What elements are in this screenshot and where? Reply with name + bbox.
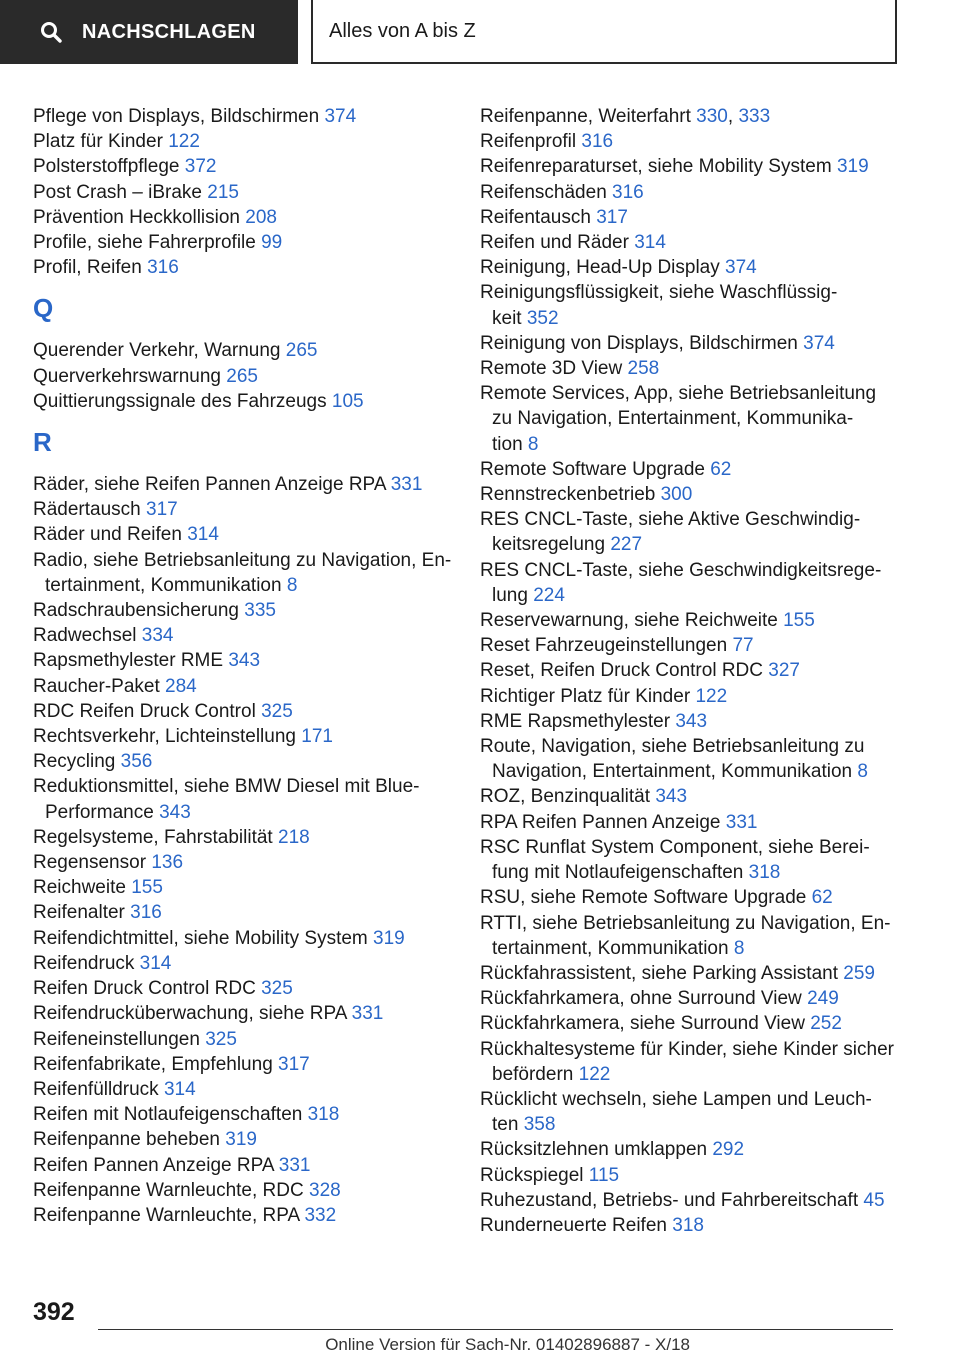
- index-entry: [33, 598, 453, 623]
- index-entry: [480, 331, 905, 356]
- index-entry: [33, 1027, 453, 1052]
- index-entry: [480, 104, 905, 129]
- section-title-tab: [311, 0, 897, 64]
- section-letter: R: [33, 427, 52, 458]
- index-entry: [33, 1178, 453, 1203]
- index-entry-text: Rechtsverkehr, Lichteinstellung: [33, 726, 296, 748]
- index-entry: [33, 774, 453, 824]
- page-link[interactable]: 8: [733, 937, 745, 959]
- index-entry-text: Reifeneinstellungen: [33, 1028, 200, 1050]
- index-entry: [33, 1127, 453, 1152]
- footer-rule: [98, 1329, 893, 1330]
- index-entry-text: Rückfahrassistent, siehe Parking Assistant: [480, 962, 839, 984]
- index-entry: [480, 356, 905, 381]
- index-entry: [33, 926, 453, 951]
- page-link[interactable]: 356: [120, 751, 153, 773]
- index-entry: [480, 482, 905, 507]
- page-link[interactable]: 155: [131, 877, 163, 899]
- index-entry: [480, 608, 905, 633]
- index-entry: [480, 280, 905, 330]
- index-entry: [480, 911, 905, 961]
- page-link[interactable]: 374: [725, 257, 757, 279]
- index-entry-text: keit: [492, 307, 522, 329]
- section-title: Alles von A bis Z: [329, 19, 476, 42]
- page-link[interactable]: 331: [351, 1003, 384, 1025]
- index-entry: [480, 835, 905, 885]
- index-entry: [33, 825, 453, 850]
- page-separator: ,: [727, 106, 734, 127]
- index-entry-text: ROZ, Benzinqualität: [480, 786, 651, 808]
- index-entry: [33, 154, 453, 179]
- index-entry-text: Reinigung von Displays, Bildschirmen: [480, 332, 798, 354]
- index-entry-text: RTTI, siehe Betriebsanleitung zu Navigation, En-: [480, 912, 891, 934]
- index-entry-text: Reinigungsflüssigkeit, siehe Waschflüssig-: [480, 282, 838, 304]
- index-entry: [480, 658, 905, 683]
- index-entry-text: Profile, siehe Fahrerprofile: [33, 232, 256, 254]
- index-entry-text: ten: [492, 1114, 519, 1136]
- index-entry: [480, 129, 905, 154]
- index-entry-text: Reifen und Räder: [480, 232, 629, 254]
- index-entry: [33, 389, 453, 414]
- page-link[interactable]: 319: [373, 927, 405, 949]
- index-entry: [480, 1037, 905, 1087]
- page-link[interactable]: 319: [836, 156, 869, 178]
- page-link[interactable]: 331: [725, 811, 758, 833]
- page-link[interactable]: 343: [675, 710, 708, 732]
- index-entry: [33, 522, 453, 547]
- page-link[interactable]: 122: [168, 131, 200, 153]
- index-entry: [480, 1137, 905, 1162]
- index-entry-text: Radschraubensicherung: [33, 600, 239, 622]
- index-entry-text: Räder und Reifen: [33, 524, 182, 546]
- page-link[interactable]: 316: [612, 181, 644, 203]
- index-entry-text: Rädertausch: [33, 499, 141, 521]
- index-entry: [33, 364, 453, 389]
- index-entry: [33, 205, 453, 230]
- index-entry: [33, 230, 453, 255]
- page-link[interactable]: 358: [523, 1114, 556, 1136]
- page-link[interactable]: 136: [151, 852, 184, 874]
- page-link[interactable]: 45: [863, 1189, 885, 1211]
- index-entry-text: Reinigung, Head-Up Display: [480, 257, 720, 279]
- index-entry-text: Reifenpanne beheben: [33, 1129, 221, 1151]
- index-entry: [33, 951, 453, 976]
- index-entry-text: Rennstreckenbetrieb: [480, 484, 656, 506]
- index-entry: [33, 875, 453, 900]
- index-entry-text: RSC Runflat System Component, siehe Berei-: [480, 836, 870, 858]
- index-entry-text: Prävention Heckkollision: [33, 206, 240, 228]
- page-link[interactable]: 300: [660, 484, 693, 506]
- index-entry: [33, 472, 453, 497]
- search-icon: [40, 21, 62, 43]
- index-entry-text: Post Crash – iBrake: [33, 181, 202, 203]
- index-entry-text: Rückhaltesysteme für Kinder, siehe Kinder sicher: [480, 1038, 894, 1060]
- index-entry-text: fung mit Notlaufeigenschaften: [492, 862, 744, 884]
- page-link[interactable]: 316: [581, 131, 614, 153]
- page-link[interactable]: 374: [324, 106, 357, 127]
- page-link[interactable]: 105: [331, 390, 364, 412]
- page-link[interactable]: 265: [285, 340, 318, 362]
- index-entry-text: RES CNCL-Taste, siehe Aktive Geschwindig-: [480, 509, 861, 531]
- index-entry: [480, 180, 905, 205]
- index-entry: [33, 850, 453, 875]
- page-link[interactable]: 331: [390, 474, 423, 496]
- index-entry-text: Regelsysteme, Fahrstabilität: [33, 826, 273, 848]
- index-entry-text: Reset Fahrzeugeinstellungen: [480, 635, 728, 657]
- index-entry: [33, 900, 453, 925]
- index-entry: [480, 961, 905, 986]
- page-link[interactable]: 317: [596, 206, 628, 228]
- index-entry: [33, 674, 453, 699]
- index-entry-text: Reifenfülldruck: [33, 1078, 159, 1100]
- index-entry: [480, 684, 905, 709]
- page-link[interactable]: 317: [146, 499, 178, 521]
- online-version-note: Online Version für Sach-Nr. 01402896887 - X/18: [325, 1335, 690, 1354]
- page-link[interactable]: 99: [261, 232, 283, 254]
- index-entry-text: Rücklicht wechseln, siehe Lampen und Leuch-: [480, 1088, 872, 1110]
- index-entry-text: Quittierungssignale des Fahrzeugs: [33, 390, 327, 412]
- index-entry-text: Pflege von Displays, Bildschirmen: [33, 106, 320, 127]
- index-entry: [480, 1163, 905, 1188]
- page-link[interactable]: 325: [261, 978, 293, 1000]
- index-entry: [33, 548, 453, 598]
- index-entry: [480, 1213, 905, 1238]
- index-entry-text: Reifenpanne, Weiterfahrt: [480, 106, 691, 127]
- page-link[interactable]: 215: [207, 181, 239, 203]
- index-entry: [33, 749, 453, 774]
- nachschlagen-tab[interactable]: [0, 0, 298, 64]
- index-entry-text: RPA Reifen Pannen Anzeige: [480, 811, 721, 833]
- index-entry: [33, 648, 453, 673]
- page-header: [0, 0, 960, 66]
- index-entry-text: Remote Software Upgrade: [480, 458, 705, 480]
- page-link[interactable]: 122: [695, 685, 728, 707]
- index-entry: [480, 154, 905, 179]
- page-link[interactable]: 343: [228, 650, 261, 672]
- index-entry-text: Route, Navigation, siehe Betriebsanleitung zu: [480, 736, 865, 758]
- page-link[interactable]: 352: [526, 307, 559, 329]
- index-entry: [33, 623, 453, 648]
- page-link[interactable]: 258: [627, 358, 660, 380]
- index-entry: [33, 1153, 453, 1178]
- index-entry-text: Reifenfabrikate, Empfehlung: [33, 1053, 273, 1075]
- index-entry: [480, 709, 905, 734]
- index-entry-text: Reifen Druck Control RDC: [33, 978, 256, 1000]
- index-entry-text: RSU, siehe Remote Software Upgrade: [480, 887, 807, 909]
- index-entry-text: Platz für Kinder: [33, 131, 163, 153]
- index-entry-text: Polsterstoffpflege: [33, 156, 180, 178]
- page-link[interactable]: 8: [527, 433, 539, 455]
- index-entry-text: keitsregelung: [492, 534, 606, 556]
- index-entry: [480, 507, 905, 557]
- index-entry: [480, 734, 905, 784]
- index-entry: [480, 1188, 905, 1213]
- page-link[interactable]: 325: [261, 700, 293, 722]
- index-entry: [480, 1011, 905, 1036]
- page-link[interactable]: 227: [610, 534, 643, 556]
- index-entry-text: Reduktionsmittel, siehe BMW Diesel mit Blue-: [33, 776, 420, 798]
- index-entry-text: Rapsmethylester RME: [33, 650, 224, 672]
- page-link[interactable]: 328: [309, 1179, 341, 1201]
- page-link[interactable]: 318: [672, 1214, 704, 1236]
- index-entry-text: lung: [492, 584, 528, 606]
- index-entry-text: Querender Verkehr, Warnung: [33, 340, 281, 362]
- page-link[interactable]: 284: [165, 675, 197, 697]
- index-entry-text: Ruhezustand, Betriebs- und Fahrbereitschaft: [480, 1189, 859, 1211]
- page-link[interactable]: 316: [147, 257, 179, 279]
- index-entry: [33, 1001, 453, 1026]
- index-entry-text: Reifen mit Notlaufeigenschaften: [33, 1104, 303, 1126]
- index-entry-text: Raucher-Paket: [33, 675, 160, 697]
- index-entry-text: Reifendruck: [33, 952, 135, 974]
- index-entry: [480, 633, 905, 658]
- index-entry: [33, 255, 453, 280]
- page-link[interactable]: 325: [205, 1028, 237, 1050]
- page-link[interactable]: 115: [588, 1164, 620, 1186]
- index-entry: [33, 497, 453, 522]
- page-link[interactable]: 333: [738, 106, 771, 127]
- index-entry-text: Navigation, Entertainment, Kommunikation: [492, 761, 853, 783]
- nachschlagen-label: NACHSCHLAGEN: [82, 20, 256, 43]
- index-entry: [33, 724, 453, 749]
- index-entry-text: Runderneuerte Reifen: [480, 1214, 667, 1236]
- index-entry-text: Rückspiegel: [480, 1164, 584, 1186]
- page-link[interactable]: 171: [301, 726, 333, 748]
- page-link[interactable]: 224: [533, 584, 565, 606]
- index-entry: [33, 1102, 453, 1127]
- page-link[interactable]: 155: [783, 610, 815, 632]
- index-entry: [33, 104, 453, 129]
- index-entry: [480, 784, 905, 809]
- page-link[interactable]: 314: [139, 952, 172, 974]
- index-entry: [33, 1203, 453, 1228]
- index-entry-text: Reichweite: [33, 877, 126, 899]
- page-link[interactable]: 62: [710, 458, 732, 480]
- index-entry-text: Räder, siehe Reifen Pannen Anzeige RPA: [33, 474, 386, 496]
- index-entry-text: RES CNCL-Taste, siehe Geschwindigkeitsrege-: [480, 559, 882, 581]
- index-entry-text: Reifenreparaturset, siehe Mobility System: [480, 156, 832, 178]
- index-column-left: [33, 104, 453, 1228]
- index-entry-text: Reifenalter: [33, 902, 125, 924]
- page-link[interactable]: 343: [159, 801, 191, 823]
- index-entry: [33, 1052, 453, 1077]
- index-entry: [33, 699, 453, 724]
- page-link[interactable]: 332: [304, 1204, 337, 1226]
- index-entry: [33, 338, 453, 363]
- index-entry-text: Reifen Pannen Anzeige RPA: [33, 1154, 274, 1176]
- index-entry-text: Reifenpanne Warnleuchte, RPA: [33, 1204, 300, 1226]
- index-entry-text: RME Rapsmethylester: [480, 710, 671, 732]
- page-number: 392: [33, 1298, 75, 1326]
- page-link[interactable]: 292: [712, 1139, 745, 1161]
- page-link[interactable]: 327: [768, 660, 800, 682]
- page-link[interactable]: 319: [225, 1129, 257, 1151]
- index-entry: [33, 1077, 453, 1102]
- index-entry-text: Regensensor: [33, 852, 147, 874]
- page-link[interactable]: 249: [807, 988, 839, 1010]
- index-entry-text: Reset, Reifen Druck Control RDC: [480, 660, 763, 682]
- page-link[interactable]: 335: [244, 600, 276, 622]
- index-entry-text: tertainment, Kommunikation: [492, 937, 729, 959]
- index-entry-text: Remote Services, App, siehe Betriebsanleitung: [480, 383, 877, 405]
- index-entry: [480, 230, 905, 255]
- page-link[interactable]: 314: [634, 232, 666, 254]
- index-entry: [33, 180, 453, 205]
- index-entry-text: Reifendichtmittel, siehe Mobility System: [33, 927, 368, 949]
- page-link[interactable]: 62: [811, 887, 833, 909]
- page-link[interactable]: 314: [163, 1078, 196, 1100]
- index-entry-text: Rückfahrkamera, ohne Surround View: [480, 988, 802, 1010]
- index-entry-text: zu Navigation, Entertainment, Kommunika-: [492, 408, 854, 430]
- index-entry-text: Reifenpanne Warnleuchte, RDC: [33, 1179, 304, 1201]
- index-entry-text: Profil, Reifen: [33, 257, 142, 279]
- page-link[interactable]: 259: [843, 962, 875, 984]
- page-link[interactable]: 331: [278, 1154, 311, 1176]
- index-entry-text: befördern: [492, 1063, 574, 1085]
- index-entry: [33, 976, 453, 1001]
- page-link[interactable]: 343: [655, 786, 688, 808]
- page-link[interactable]: 8: [286, 574, 298, 596]
- page-link[interactable]: 330: [696, 106, 728, 127]
- page-link[interactable]: 252: [810, 1013, 842, 1035]
- index-entry-text: RDC Reifen Druck Control: [33, 700, 256, 722]
- page-link[interactable]: 77: [732, 635, 754, 657]
- index-entry: [480, 810, 905, 835]
- page-link[interactable]: 317: [278, 1053, 310, 1075]
- index-entry-text: tion: [492, 433, 523, 455]
- page-link[interactable]: 372: [184, 156, 217, 178]
- index-entry-text: Reifendrucküberwachung, siehe RPA: [33, 1003, 347, 1025]
- index-entry-text: Richtiger Platz für Kinder: [480, 685, 691, 707]
- index-entry-text: Recycling: [33, 751, 116, 773]
- index-entry: [480, 986, 905, 1011]
- index-entry-text: Reservewarnung, siehe Reichweite: [480, 610, 778, 632]
- index-entry-text: Radio, siehe Betriebsanleitung zu Navigation, En-: [33, 549, 452, 571]
- page-link[interactable]: 374: [803, 332, 835, 354]
- index-entry-text: Performance: [45, 801, 154, 823]
- index-entry-text: Radwechsel: [33, 625, 137, 647]
- index-entry: [33, 129, 453, 154]
- page-link[interactable]: 334: [141, 625, 174, 647]
- index-entry: [480, 381, 905, 457]
- index-entry-text: Rücksitzlehnen umklappen: [480, 1139, 708, 1161]
- page-link[interactable]: 265: [226, 365, 258, 387]
- page-link[interactable]: 318: [748, 862, 781, 884]
- index-column-right: [480, 104, 905, 1238]
- index-entry: [480, 255, 905, 280]
- index-entry-text: Querverkehrswarnung: [33, 365, 221, 387]
- index-entry-text: Reifenschäden: [480, 181, 607, 203]
- index-entry-text: Reifenprofil: [480, 131, 577, 153]
- page-link[interactable]: 318: [307, 1104, 340, 1126]
- index-entry: [480, 457, 905, 482]
- index-entry-text: Remote 3D View: [480, 358, 623, 380]
- index-entry: [480, 205, 905, 230]
- page-link[interactable]: 122: [578, 1063, 611, 1085]
- index-entry: [480, 1087, 905, 1137]
- section-letter: Q: [33, 293, 54, 324]
- page-link[interactable]: 8: [857, 761, 868, 783]
- page-link[interactable]: 316: [130, 902, 162, 924]
- index-entry: [480, 885, 905, 910]
- page-link[interactable]: 208: [245, 206, 277, 228]
- index-entry-text: tertainment, Kommunikation: [45, 574, 282, 596]
- index-entry: [480, 558, 905, 608]
- index-entry-text: Reifentausch: [480, 206, 591, 228]
- page-link[interactable]: 218: [278, 826, 310, 848]
- page-link[interactable]: 314: [187, 524, 219, 546]
- index-entry-text: Rückfahrkamera, siehe Surround View: [480, 1013, 805, 1035]
